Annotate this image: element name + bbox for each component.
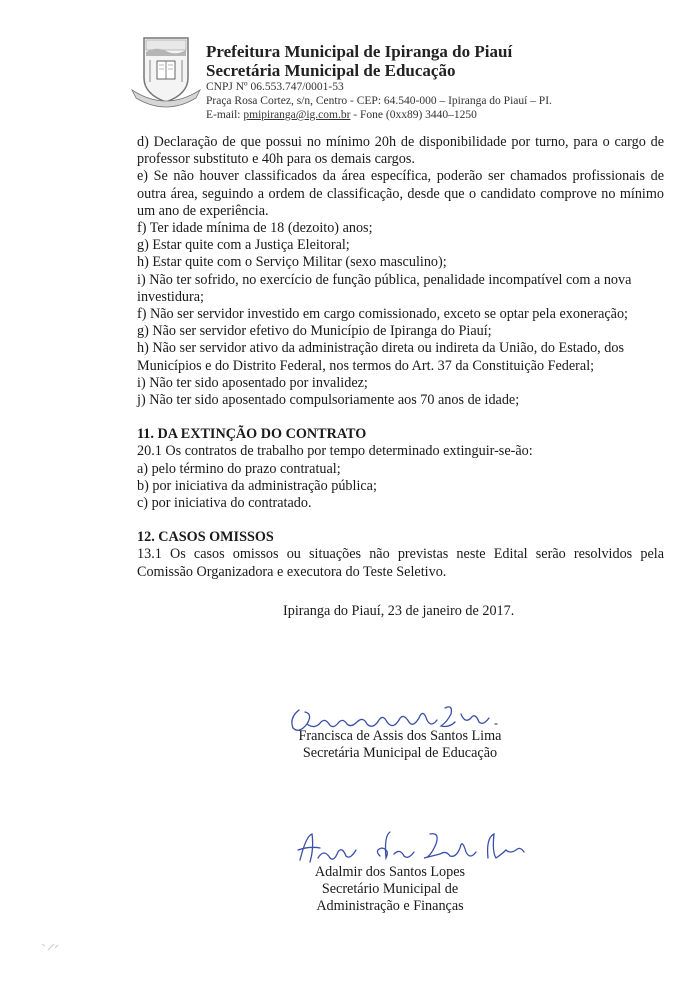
signatory-role-line2: Administração e Finanças xyxy=(316,898,464,915)
section12-text: 13.1 Os casos omissos ou situações não previstas neste Edital serão resolvidos pela Comissão Organizadora e executora do Teste Seletivo. xyxy=(137,546,664,580)
municipality-title: Prefeitura Municipal de Ipiranga do Piauí xyxy=(206,42,513,61)
email-link[interactable]: pmipiranga@ig.com.br xyxy=(243,109,351,121)
section11-item: b) por iniciativa da administração pública; xyxy=(137,477,377,494)
section11-intro: 20.1 Os contratos de trabalho por tempo determinado extinguir-se-ão: xyxy=(137,443,533,460)
signatory-name: Adalmir dos Santos Lopes xyxy=(314,864,466,880)
section11-item: c) por iniciativa do contratado. xyxy=(137,495,312,512)
email-label: E-mail: xyxy=(206,109,244,121)
requirement-item: j) Não ter sido aposentado compulsoriamente aos 70 anos de idade; xyxy=(137,392,520,409)
requirement-item: i) Não ter sofrido, no exercício de função pública, penalidade incompatível com a nova investidura; xyxy=(137,271,632,305)
requirement-item: f) Ter idade mínima de 18 (dezoito) anos; xyxy=(137,220,373,237)
letterhead xyxy=(130,32,610,132)
requirement-item: e) Se não houver classificados da área específica, poderão ser chamados profissionais de outra área, seguindo a ordem de classificação, desde que o candidato comprove no mínimo um ano de experiência. xyxy=(137,168,664,219)
section-heading-11: 11. DA EXTINÇÃO DO CONTRATO xyxy=(137,426,367,443)
signature-adalmir-icon xyxy=(290,828,530,868)
contact-line xyxy=(206,108,552,122)
signature-block-education xyxy=(290,728,510,762)
requirement-item: g) Estar quite com a Justiça Eleitoral; xyxy=(137,237,350,254)
requirement-item: d) Declaração de que possui no mínimo 20h de disponibilidade por turno, para o cargo de professor substituto e 40h para os demais cargos. xyxy=(137,134,664,168)
signatory-name: Francisca de Assis dos Santos Lima xyxy=(298,728,502,744)
signatory-role: Secretário Municipal de xyxy=(321,881,459,898)
cnpj: CNPJ Nº 06.553.747/0001-53 xyxy=(206,81,344,93)
requirement-item: h) Não ser servidor ativo da administração direta ou indireta da União, do Estado, dos Municípios e do Distrito Federal, nos termos do Art. 37 da Constituição Federal; xyxy=(137,340,624,374)
requirement-item: h) Estar quite com o Serviço Militar (sexo masculino); xyxy=(137,254,447,271)
phone: - Fone (0xx89) 3440–1250 xyxy=(350,109,477,121)
section11-item: a) pelo término do prazo contratual; xyxy=(137,460,341,477)
scan-mark-icon xyxy=(40,940,60,954)
requirement-item: g) Não ser servidor efetivo do Município de Ipiranga do Piauí; xyxy=(137,323,492,340)
requirement-item: f) Não ser servidor investido em cargo comissionado, exceto se optar pela exoneração; xyxy=(137,306,628,323)
document-body xyxy=(137,134,664,581)
signatory-role: Secretária Municipal de Educação xyxy=(302,745,498,762)
municipal-crest-icon xyxy=(130,34,202,110)
section-heading-12: 12. CASOS OMISSOS xyxy=(137,529,274,546)
letterhead-text xyxy=(206,42,552,122)
address: Praça Rosa Cortez, s/n, Centro - CEP: 64.540-000 – Ipiranga do Piauí – PI. xyxy=(206,95,552,107)
requirement-item: i) Não ter sido aposentado por invalidez; xyxy=(137,374,368,391)
department-title: Secretária Municipal de Educação xyxy=(206,61,456,80)
signature-block-administration xyxy=(305,864,475,916)
date-line: Ipiranga do Piauí, 23 de janeiro de 2017. xyxy=(283,603,515,619)
